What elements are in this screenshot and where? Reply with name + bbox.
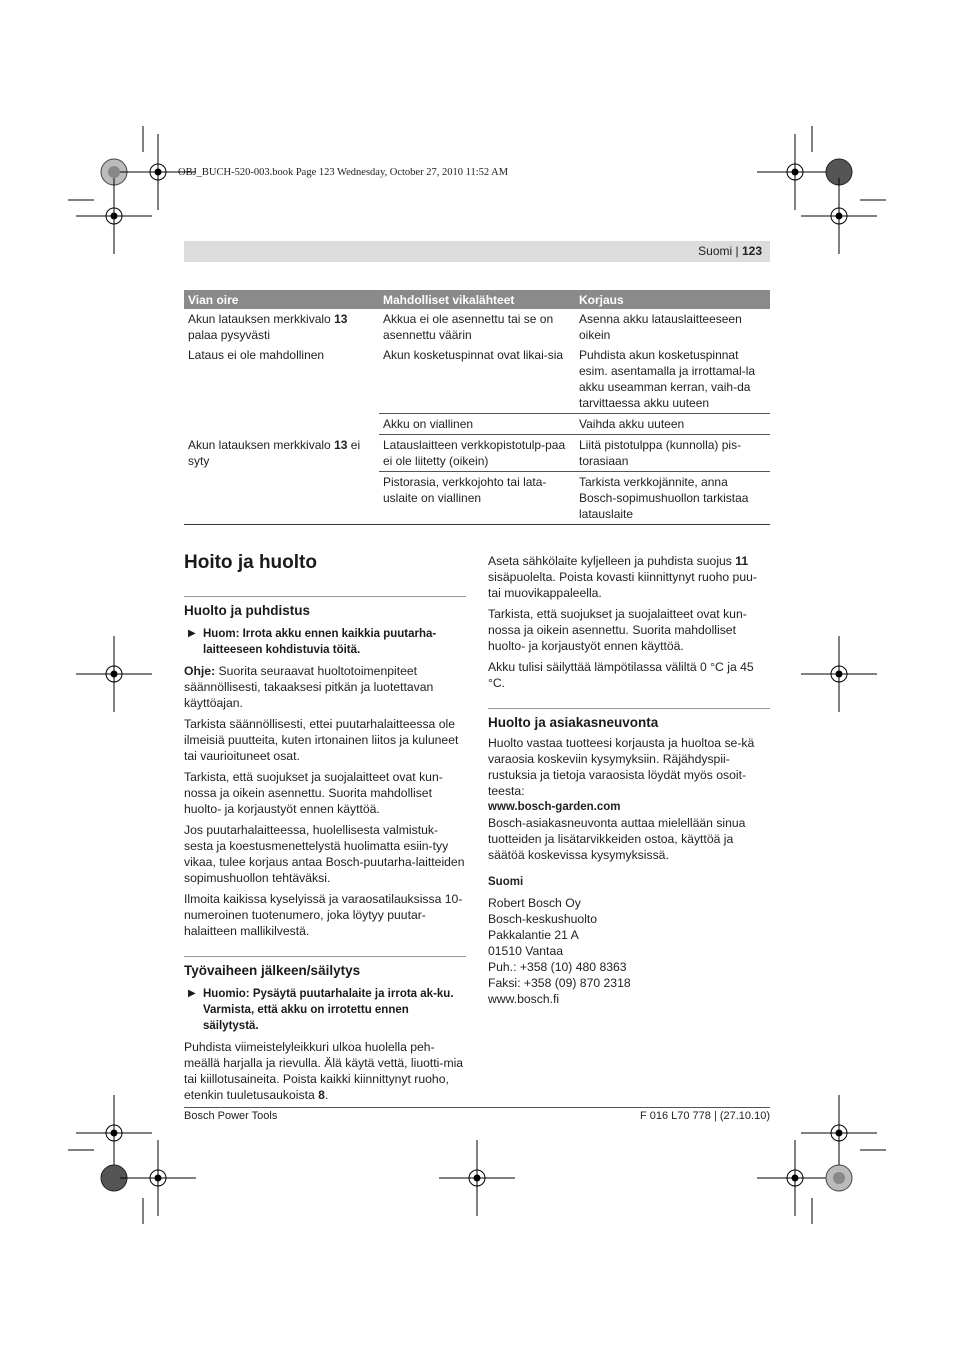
printer-info-line: OBJ_BUCH-520-003.book Page 123 Wednesday, October 27, 2010 11:52 AM <box>178 167 509 178</box>
cause-cell: Akkua ei ole asennettu tai se on asennettu väärin <box>383 312 554 342</box>
right-column <box>488 550 770 1007</box>
fix-cell: Puhdista akun kosketuspinnat esim. asentamalla ja irrottamal-la akku useamman kerran, vaih-da tarvittaessa akku uuteen <box>575 345 770 414</box>
note-paragraph: Ohje: Suorita seuraavat huoltotoimenpiteet säännöllisesti, takaaksesi pitkän ja luotettavan käyttöajan. <box>184 664 434 710</box>
care-heading: Huolto ja puhdistus <box>184 596 466 620</box>
care-paragraph: Jos puutarhalaitteessa, huolellisesta valmistuk-sesta ja koestusmenettelystä huolimatta esiin-tyy vikaa, tulee korjaus antaa Bosch-puutarha-laitteiden sopimushuollon tehtäväksi. <box>184 823 465 885</box>
symptom-cell: Akun latauksen merkkivalo 13 ei syty <box>184 435 379 525</box>
care-paragraph: Tarkista säännöllisesti, ettei puutarhalaitteessa ole ilmeisiä puutteita, kuten irtonainen liitos ja kuluneet tai vaurioituneet osat. <box>184 717 459 763</box>
care-paragraph: Ilmoita kaikissa kyselyissä ja varaosatilauksissa 10-numeroinen tuotenumero, joka löytyy puutar-halaitteen mallikilvestä. <box>184 892 463 938</box>
country-label: Suomi <box>488 876 524 888</box>
troubleshooting-table <box>184 290 770 525</box>
storage-temperature-paragraph: Akku tulisi säilyttää lämpötilassa väliltä 0 °C ja 45 °C. <box>488 660 754 690</box>
advice-paragraph: Bosch-asiakasneuvonta auttaa mielellään sinua tuotteiden ja lisätarvikkeiden ostoa, käyttöä ja säätöä koskevissa kysymyksissä. <box>488 816 746 862</box>
column-header-symptom: Vian oire <box>184 290 379 309</box>
registration-mark-icon <box>801 636 877 712</box>
column-header-cause: Mahdolliset vikalähteet <box>379 290 575 309</box>
footer-doc-number: F 016 L70 778 | (27.10.10) <box>639 1110 770 1122</box>
address-line: Bosch-keskushuolto <box>488 912 598 926</box>
arrow-icon: ▶ <box>188 988 196 999</box>
arrow-icon: ▶ <box>188 628 196 639</box>
registration-mark-icon <box>801 178 877 254</box>
table-row <box>184 435 770 472</box>
registration-mark-icon <box>76 178 152 254</box>
storage-warning: ▶ Huomio: Pysäytä puutarhalaite ja irrota ak-ku. Varmista, että akku on irrotettu ennen säilytystä. <box>188 988 454 1032</box>
service-heading: Huolto ja asiakasneuvonta <box>488 708 770 732</box>
cause-cell: Pistorasia, verkkojohto tai lata-uslaite on viallinen <box>379 472 575 525</box>
web-link[interactable]: www.bosch-garden.com <box>488 801 621 813</box>
registration-mark-icon <box>757 134 833 210</box>
storage-paragraph: Puhdista viimeistelyleikkuri ulkoa huolella peh-meällä harjalla ja rievulla. Älä käytä vettä, liuotti-mia tai kiillotusaineita. Poista kaikki kiinnittynyt ruoho, etenkin tuuletusaukoista 8. <box>184 1040 464 1102</box>
header-text <box>698 244 762 258</box>
address-line: 01510 Vantaa <box>488 944 563 958</box>
address-line: Robert Bosch Oy <box>488 896 581 910</box>
section-title: Hoito ja huolto <box>184 552 317 573</box>
care-warning: ▶ Huom: Irrota akku ennen kaikkia puutarha-laitteeseen kohdistuvia töitä. <box>188 628 437 656</box>
page-number: 123 <box>741 244 762 258</box>
care-paragraph: Tarkista, että suojukset ja suojalaitteet ovat kun-nossa ja oikein asennettu. Suorita mahdolliset huolto- ja korjaustyöt ennen käyttöä. <box>184 770 443 816</box>
fix-cell: Asenna akku latauslaitteeseen oikein <box>579 312 742 342</box>
footer-rule <box>184 1107 770 1108</box>
registration-mark-icon <box>439 1140 515 1216</box>
registration-mark-icon <box>76 636 152 712</box>
cause-cell: Latauslaitteen verkkopistotulp-paa ei ole liitetty (oikein) <box>379 435 575 472</box>
fix-cell: Vaihda akku uuteen <box>575 414 770 435</box>
left-column <box>184 550 466 1103</box>
table-row <box>184 309 770 345</box>
registration-mark-icon <box>757 1140 833 1216</box>
registration-mark-icon <box>120 1140 196 1216</box>
footer-brand: Bosch Power Tools <box>184 1110 278 1122</box>
header-separator: | <box>735 244 739 258</box>
page-header <box>184 241 770 262</box>
header-language: Suomi <box>698 244 733 258</box>
fix-cell: Tarkista verkkojännite, anna Bosch-sopimushuollon tarkistaa latauslaite <box>575 472 770 525</box>
fix-cell: Liitä pistotulppa (kunnolla) pis-torasiaan <box>575 435 770 472</box>
cleaning-paragraph: Tarkista, että suojukset ja suojalaitteet ovat kun-nossa ja oikein asennettu. Suorita mahdolliset huolto- ja korjaustyöt ennen käyttöä. <box>488 607 747 653</box>
service-paragraph: Huolto vastaa tuotteesi korjausta ja huoltoa se-kä varaosia koskeviin kysymyksiin. Räjähdyspii-rustuksia ja tietoja varaosista löydät myös osoit-teesta: <box>488 736 755 798</box>
website-line[interactable]: www.bosch.fi <box>488 992 560 1006</box>
table-row <box>184 345 770 414</box>
symptom-cell: Lataus ei ole mahdollinen <box>188 348 325 362</box>
symptom-cell: Akun latauksen merkkivalo 13 palaa pysyvästi <box>188 312 348 342</box>
fax-line: Faksi: +358 (09) 870 2318 <box>488 976 631 990</box>
color-wheel-icon <box>826 1165 852 1191</box>
registration-mark-icon <box>801 1095 877 1171</box>
storage-heading: Työvaiheen jälkeen/säilytys <box>184 956 466 980</box>
cause-cell: Akun kosketuspinnat ovat likai-sia <box>379 345 575 414</box>
column-header-fix: Korjaus <box>575 290 770 309</box>
phone-line: Puh.: +358 (10) 480 8363 <box>488 960 627 974</box>
registration-mark-icon <box>76 1095 152 1171</box>
cause-cell: Akku on viallinen <box>379 414 575 435</box>
table-header-row <box>184 290 770 309</box>
cleaning-paragraph: Aseta sähkölaite kyljelleen ja puhdista suojus 11 sisäpuolelta. Poista kovasti kiinnittynyt ruoho puu- tai muovikappaleella. <box>488 554 757 600</box>
address-line: Pakkalantie 21 A <box>488 928 579 942</box>
